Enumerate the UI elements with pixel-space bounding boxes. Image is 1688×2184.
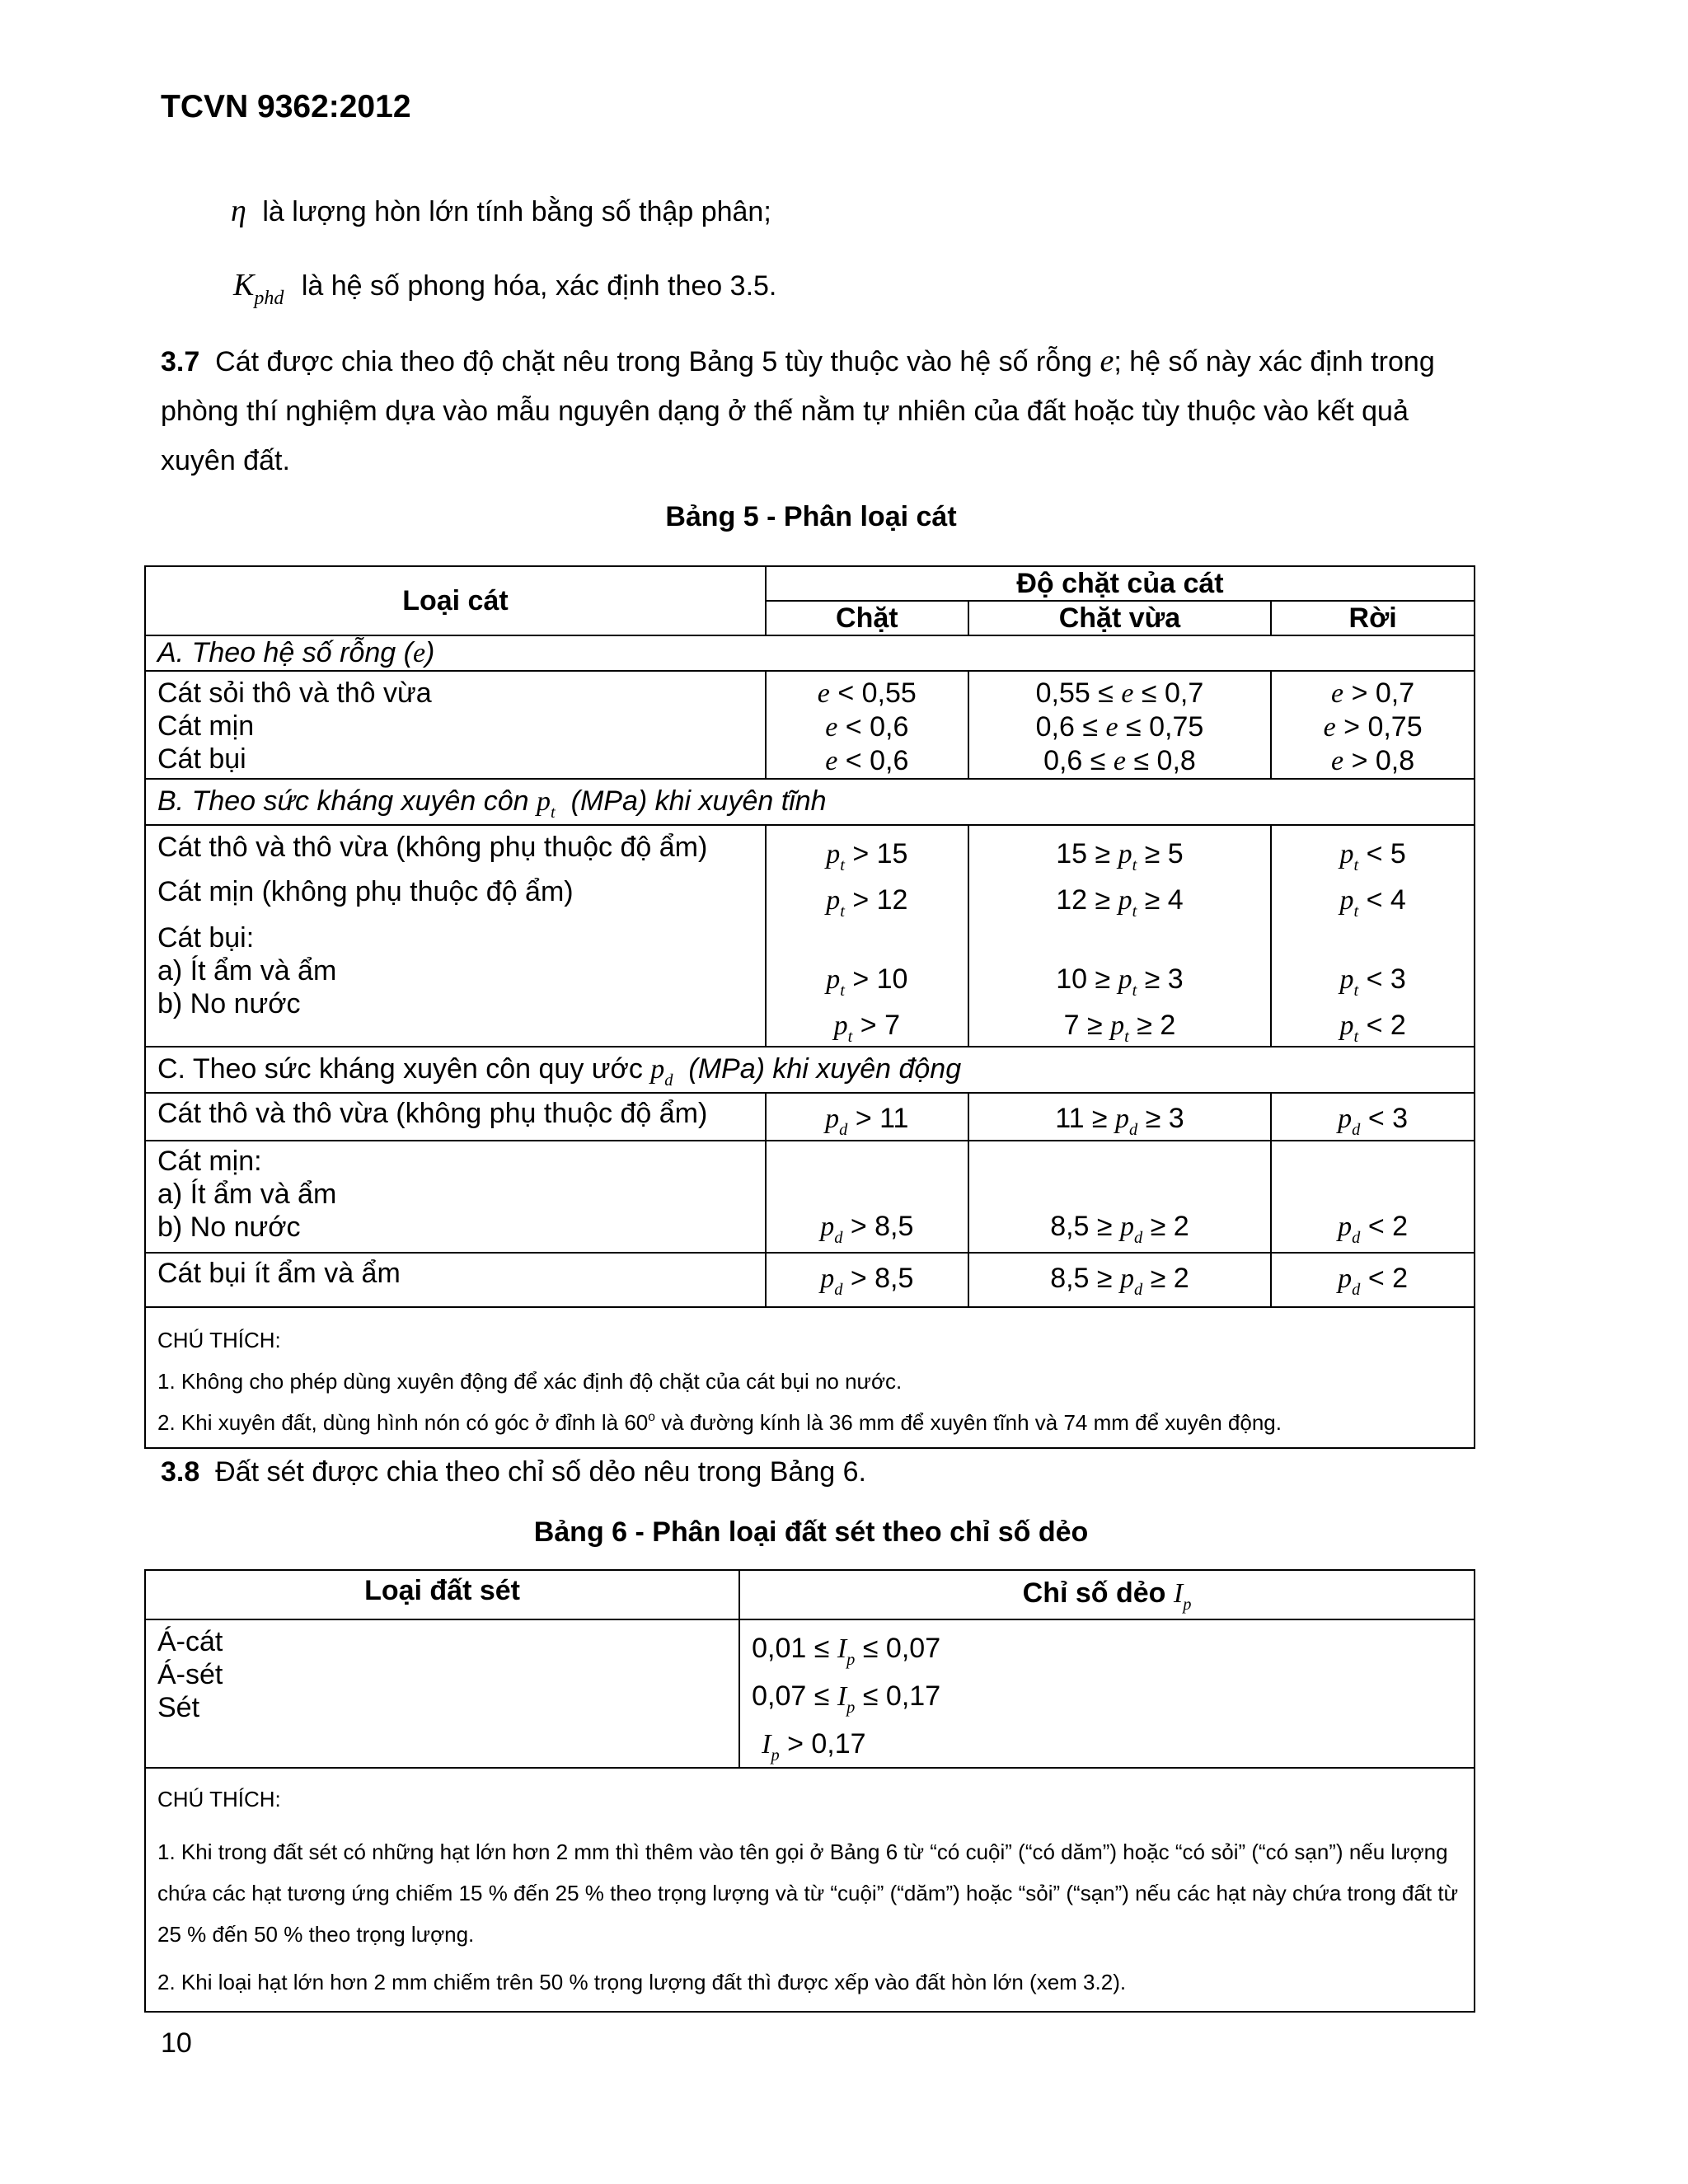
p-subscript: t bbox=[840, 856, 845, 875]
p-symbol: p bbox=[820, 1212, 835, 1242]
p-symbol: p bbox=[537, 786, 551, 817]
a-medium-1 bbox=[981, 677, 1259, 710]
section-b-text: B. Theo sức kháng xuyên côn bbox=[157, 785, 529, 817]
table5-note-1: 1. Không cho phép dùng xuyên động để xác định độ chặt của cát bụi no nước. bbox=[157, 1369, 903, 1394]
ip-symbol: I bbox=[762, 1729, 771, 1760]
table5-note-title: CHÚ THÍCH: bbox=[157, 1328, 281, 1352]
table5-notes-row bbox=[145, 1307, 1475, 1448]
p-subscript: t bbox=[1132, 982, 1137, 1001]
value: < 4 bbox=[1366, 884, 1406, 916]
ip-subscript: p bbox=[846, 1651, 856, 1670]
table5-b-medium bbox=[968, 825, 1272, 1047]
ip-range-3 bbox=[752, 1727, 1462, 1765]
p-symbol: p bbox=[1339, 1010, 1354, 1041]
p-symbol: p bbox=[820, 1263, 835, 1294]
table5-section-b-row bbox=[145, 779, 1475, 825]
section-3-7-text-a: Cát được chia theo độ chặt nêu trong Bảng 5 tùy thuộc vào hệ số rỗng bbox=[215, 346, 1093, 377]
p-subscript: t bbox=[840, 902, 845, 921]
value-right: ≥ 2 bbox=[1150, 1263, 1189, 1294]
p-symbol: p bbox=[1339, 885, 1354, 916]
value: > 10 bbox=[852, 963, 908, 995]
value: < 0,55 bbox=[837, 677, 917, 709]
value: > 0,75 bbox=[1343, 711, 1423, 743]
ip-subscript: p bbox=[1183, 1595, 1192, 1614]
c-loose-2 bbox=[1271, 1141, 1475, 1253]
a-type-1: Cát sỏi thô và thô vừa bbox=[157, 677, 432, 709]
table5-section-b bbox=[145, 779, 1475, 825]
c-medium-3 bbox=[968, 1253, 1272, 1307]
p-symbol: p bbox=[1120, 1212, 1135, 1242]
p-subscript: d bbox=[834, 1281, 843, 1300]
c-type-3: Cát bụi ít ẩm và ẩm bbox=[145, 1253, 766, 1307]
e-symbol: e bbox=[1331, 746, 1344, 776]
value-right: ≤ 0,75 bbox=[1126, 711, 1204, 743]
a-loose-1 bbox=[1283, 677, 1462, 710]
section-c-text: C. Theo sức kháng xuyên côn quy ước bbox=[157, 1053, 643, 1085]
table5-section-a-row bbox=[145, 635, 1475, 671]
value: > 15 bbox=[852, 838, 908, 869]
b-loose-3 bbox=[1283, 963, 1462, 1009]
table5-section-c bbox=[145, 1047, 1475, 1093]
p-subscript: d bbox=[834, 1229, 843, 1248]
table5-header-dense: Chặt bbox=[766, 601, 968, 635]
clay-type-1: Á-cát bbox=[157, 1626, 223, 1657]
table6-values bbox=[739, 1619, 1475, 1768]
p-symbol: p bbox=[1118, 964, 1132, 995]
p-subscript: t bbox=[1353, 856, 1359, 875]
p-symbol: p bbox=[1110, 1010, 1125, 1041]
table5-section-a bbox=[145, 635, 1475, 671]
k-symbol: K bbox=[233, 268, 255, 302]
c-loose-3 bbox=[1271, 1253, 1475, 1307]
b-dense-4 bbox=[778, 1009, 956, 1046]
table5-c-row3 bbox=[145, 1253, 1475, 1307]
note-2-text: 2. Khi xuyên đất, dùng hình nón có góc ở đỉnh là 60 bbox=[157, 1410, 649, 1435]
p-symbol: p bbox=[825, 1104, 840, 1134]
value-left: 12 ≥ bbox=[1056, 884, 1111, 916]
value: > 8,5 bbox=[850, 1263, 914, 1294]
k-text: là hệ số phong hóa, xác định theo 3.5. bbox=[301, 270, 777, 302]
e-symbol: e bbox=[1323, 712, 1336, 743]
c-type-2a: a) Ít ẩm và ẩm bbox=[157, 1179, 337, 1210]
b-medium-4 bbox=[981, 1009, 1259, 1046]
value-right: ≤ 0,17 bbox=[862, 1680, 941, 1712]
table5-header-density: Độ chặt của cát bbox=[766, 566, 1475, 601]
value-right: > 0,17 bbox=[787, 1728, 866, 1760]
e-symbol: e bbox=[825, 746, 838, 776]
b-medium-3 bbox=[981, 963, 1259, 1009]
table5-b-loose bbox=[1271, 825, 1475, 1047]
ip-range-2 bbox=[752, 1680, 1462, 1727]
p-symbol: p bbox=[1118, 839, 1132, 869]
section-3-7-text-b: ; hệ số này xác định trong bbox=[1114, 346, 1435, 377]
p-subscript: t bbox=[847, 1028, 853, 1047]
section-3-7-e-symbol: e bbox=[1100, 344, 1114, 378]
eta-text: là lượng hòn lớn tính bằng số thập phân; bbox=[262, 196, 771, 227]
table6-note-title: CHÚ THÍCH: bbox=[157, 1787, 281, 1811]
eta-symbol: η bbox=[231, 194, 246, 228]
value-right: ≥ 3 bbox=[1145, 1103, 1184, 1134]
p-symbol: p bbox=[1120, 1263, 1135, 1294]
p-subscript: d bbox=[1352, 1229, 1361, 1248]
table5-a-loose bbox=[1271, 671, 1475, 779]
b-loose-4 bbox=[1283, 1009, 1462, 1046]
p-symbol: p bbox=[1115, 1104, 1130, 1134]
p-subscript: t bbox=[840, 982, 845, 1001]
p-symbol: p bbox=[826, 964, 841, 995]
clay-type-3: Sét bbox=[157, 1692, 200, 1723]
value-right: ≥ 2 bbox=[1150, 1211, 1189, 1242]
p-symbol: p bbox=[1339, 839, 1354, 869]
table6-header-row bbox=[145, 1570, 1475, 1619]
table5-note-2 bbox=[157, 1402, 1462, 1447]
b-type-2: Cát mịn (không phụ thuộc độ ẩm) bbox=[157, 876, 574, 907]
ip-symbol: I bbox=[1173, 1577, 1184, 1609]
p-subscript: d bbox=[1129, 1121, 1138, 1140]
section-3-8 bbox=[161, 1447, 866, 1497]
value-right: ≤ 0,7 bbox=[1141, 677, 1204, 709]
a-loose-2 bbox=[1283, 710, 1462, 744]
plasticity-label: Chỉ số dẻo bbox=[1022, 1577, 1166, 1609]
value: > 0,7 bbox=[1351, 677, 1415, 709]
table5-c-row2 bbox=[145, 1141, 1475, 1253]
e-symbol: e bbox=[817, 678, 830, 709]
c-medium-1 bbox=[968, 1093, 1272, 1141]
b-dense-3 bbox=[778, 963, 956, 1009]
p-subscript: d bbox=[664, 1071, 673, 1090]
value-left: 10 ≥ bbox=[1056, 963, 1111, 995]
b-type-3b: b) No nước bbox=[157, 988, 301, 1019]
p-symbol: p bbox=[1338, 1104, 1353, 1134]
p-symbol: p bbox=[1338, 1212, 1353, 1242]
p-subscript: t bbox=[1353, 982, 1359, 1001]
value-left: 0,07 ≤ bbox=[752, 1680, 830, 1712]
p-symbol: p bbox=[1118, 885, 1132, 916]
table5-b-dense bbox=[766, 825, 968, 1047]
table6-types bbox=[145, 1619, 739, 1768]
p-symbol: p bbox=[1338, 1263, 1353, 1294]
p-subscript: d bbox=[1134, 1281, 1143, 1300]
p-subscript: d bbox=[839, 1121, 848, 1140]
e-symbol: e bbox=[825, 712, 838, 743]
value: > 7 bbox=[860, 1010, 900, 1041]
section-3-8-text: Đất sét được chia theo chỉ số dẻo nêu trong Bảng 6. bbox=[215, 1456, 866, 1488]
c-type-2 bbox=[145, 1141, 766, 1253]
value-left: 8,5 ≥ bbox=[1050, 1263, 1113, 1294]
value-right: ≥ 3 bbox=[1144, 963, 1184, 995]
table5-header-row1 bbox=[145, 566, 1475, 601]
p-subscript: d bbox=[1352, 1281, 1361, 1300]
p-symbol: p bbox=[826, 839, 841, 869]
c-medium-2 bbox=[968, 1141, 1272, 1253]
value: < 0,6 bbox=[845, 711, 909, 743]
b-type-3a: a) Ít ẩm và ẩm bbox=[157, 955, 337, 987]
standard-code-header: TCVN 9362:2012 bbox=[161, 89, 411, 124]
page-number: 10 bbox=[161, 2027, 192, 2059]
value: < 2 bbox=[1367, 1211, 1409, 1242]
c-type-1: Cát thô và thô vừa (không phụ thuộc độ ẩm) bbox=[145, 1093, 766, 1141]
ip-symbol: I bbox=[837, 1633, 847, 1664]
table5-a-types bbox=[145, 671, 766, 779]
value: < 5 bbox=[1366, 838, 1406, 869]
c-type-2-title: Cát mịn: bbox=[157, 1146, 262, 1177]
b-loose-2 bbox=[1283, 883, 1462, 963]
section-3-7-number: 3.7 bbox=[161, 346, 200, 377]
table6-notes bbox=[145, 1768, 1475, 2012]
value: > 0,8 bbox=[1351, 745, 1415, 776]
table5-c-row1 bbox=[145, 1093, 1475, 1141]
table5-notes bbox=[145, 1307, 1475, 1448]
b-dense-2 bbox=[778, 883, 956, 963]
value-left: 0,6 ≤ bbox=[1043, 745, 1106, 776]
section-3-7-line3: xuyên đất. bbox=[161, 445, 290, 476]
p-symbol: p bbox=[1339, 964, 1354, 995]
b-loose-1 bbox=[1283, 837, 1462, 883]
c-dense-3 bbox=[766, 1253, 968, 1307]
a-loose-3 bbox=[1283, 744, 1462, 778]
section-b-text-end: (MPa) khi xuyên tĩnh bbox=[570, 785, 827, 817]
table5-section-c-row bbox=[145, 1047, 1475, 1093]
section-a-e-symbol: e bbox=[412, 638, 426, 668]
table5 bbox=[144, 565, 1475, 1449]
table6-notes-row bbox=[145, 1768, 1475, 2012]
a-medium-2 bbox=[981, 710, 1259, 744]
p-symbol: p bbox=[833, 1010, 848, 1041]
e-symbol: e bbox=[1121, 678, 1134, 709]
value: < 2 bbox=[1366, 1010, 1406, 1041]
clay-type-2: Á-sét bbox=[157, 1659, 223, 1690]
value: > 12 bbox=[852, 884, 908, 916]
section-3-7-line1 bbox=[161, 336, 1463, 387]
p-subscript: t bbox=[551, 804, 556, 823]
value-right: ≥ 2 bbox=[1137, 1010, 1176, 1041]
section-3-7-line2: phòng thí nghiệm dựa vào mẫu nguyên dạng ở thế nằm tự nhiên của đất hoặc tùy thuộc vào kết quả bbox=[161, 396, 1409, 427]
table6-note-1: 1. Khi trong đất sét có những hạt lớn hơn 2 mm thì thêm vào tên gọi ở Bảng 6 từ “có cuội” (“có dăm”) hoặc “có sỏi” (“có sạn”) nếu lượng chứa các hạt tương ứng chiếm 15 % đến 25 % theo trọng lượng và từ “cuội” (“dăm”) hoặc “sỏi” (“sạn”) nếu các hạt này chứa trong đất từ 25 % đến 50 % theo trọng lượng. bbox=[157, 1840, 1459, 1947]
value: < 0,6 bbox=[845, 745, 909, 776]
value-left: 0,55 ≤ bbox=[1035, 677, 1114, 709]
a-dense-2 bbox=[778, 710, 956, 744]
k-definition bbox=[233, 260, 776, 314]
value-left: 8,5 ≥ bbox=[1050, 1211, 1113, 1242]
value-right: ≥ 4 bbox=[1144, 884, 1184, 916]
table5-header-medium: Chặt vừa bbox=[968, 601, 1272, 635]
section-a-text-end: ) bbox=[425, 637, 435, 668]
p-subscript: t bbox=[1132, 902, 1137, 921]
a-dense-1 bbox=[778, 677, 956, 710]
e-symbol: e bbox=[1113, 746, 1126, 776]
c-loose-1 bbox=[1271, 1093, 1475, 1141]
b-dense-1 bbox=[778, 837, 956, 883]
value: > 8,5 bbox=[850, 1211, 914, 1242]
table6-caption: Bảng 6 - Phân loại đất sét theo chỉ số dẻo bbox=[533, 1516, 1089, 1548]
p-subscript: d bbox=[1352, 1121, 1361, 1140]
b-type-1: Cát thô và thô vừa (không phụ thuộc độ ẩm) bbox=[157, 832, 708, 863]
table6-note-2: 2. Khi loại hạt lớn hơn 2 mm chiếm trên 50 % trọng lượng đất thì được xếp vào đất hòn lớn (xem 3.2). bbox=[157, 1970, 1127, 1994]
section-a-text: A. Theo hệ số rỗng ( bbox=[157, 637, 413, 668]
p-subscript: t bbox=[1132, 856, 1137, 875]
value-left: 0,6 ≤ bbox=[1035, 711, 1098, 743]
c-dense-1 bbox=[766, 1093, 968, 1141]
table5-caption: Bảng 5 - Phân loại cát bbox=[665, 501, 957, 532]
e-symbol: e bbox=[1331, 678, 1344, 709]
c-type-2b: b) No nước bbox=[157, 1212, 301, 1243]
value: < 3 bbox=[1366, 963, 1406, 995]
table5-section-a-data bbox=[145, 671, 1475, 779]
value: < 2 bbox=[1367, 1263, 1409, 1294]
ip-range-1 bbox=[752, 1632, 1462, 1680]
ip-subscript: p bbox=[771, 1746, 780, 1765]
p-subscript: t bbox=[1353, 1028, 1359, 1047]
ip-subscript: p bbox=[846, 1699, 856, 1718]
table5-header-loose: Rời bbox=[1271, 601, 1475, 635]
p-subscript: t bbox=[1353, 902, 1359, 921]
table6 bbox=[144, 1569, 1475, 2013]
b-type-3-title: Cát bụi: bbox=[157, 922, 255, 954]
section-3-8-number: 3.8 bbox=[161, 1456, 200, 1488]
section-3-7 bbox=[161, 336, 1463, 485]
value-right: ≥ 5 bbox=[1144, 838, 1184, 869]
section-c-text-end: (MPa) khi xuyên động bbox=[688, 1053, 962, 1085]
k-subscript: phd bbox=[254, 287, 284, 309]
table5-a-dense bbox=[766, 671, 968, 779]
value: < 3 bbox=[1367, 1103, 1409, 1134]
p-symbol: p bbox=[826, 885, 841, 916]
table5-header-type: Loại cát bbox=[145, 566, 766, 635]
value-left: 15 ≥ bbox=[1056, 838, 1111, 869]
table6-header-type: Loại đất sét bbox=[145, 1570, 739, 1619]
a-medium-3 bbox=[981, 744, 1259, 778]
note-2-text-end: và đường kính là 36 mm để xuyên tĩnh và 74 mm để xuyên động. bbox=[661, 1410, 1282, 1435]
table5-b-types bbox=[145, 825, 766, 1047]
p-symbol: p bbox=[650, 1054, 665, 1085]
p-subscript: d bbox=[1134, 1229, 1143, 1248]
table5-a-medium bbox=[968, 671, 1272, 779]
value: > 11 bbox=[855, 1103, 909, 1134]
value-left: 11 ≥ bbox=[1055, 1103, 1108, 1134]
table6-data-row bbox=[145, 1619, 1475, 1768]
table6-header-index bbox=[739, 1570, 1475, 1619]
degree-superscript: o bbox=[648, 1410, 655, 1425]
a-type-2: Cát mịn bbox=[157, 710, 255, 742]
a-type-3: Cát bụi bbox=[157, 743, 246, 775]
a-dense-3 bbox=[778, 744, 956, 778]
value-right: ≤ 0,8 bbox=[1133, 745, 1196, 776]
e-symbol: e bbox=[1105, 712, 1118, 743]
ip-symbol: I bbox=[837, 1681, 847, 1712]
value-left: 7 ≥ bbox=[1063, 1010, 1103, 1041]
eta-definition bbox=[231, 186, 771, 237]
value-right: ≤ 0,07 bbox=[862, 1633, 941, 1664]
p-subscript: t bbox=[1124, 1028, 1129, 1047]
b-medium-2 bbox=[981, 883, 1259, 963]
c-dense-2 bbox=[766, 1141, 968, 1253]
table5-section-b-data bbox=[145, 825, 1475, 1047]
b-medium-1 bbox=[981, 837, 1259, 883]
value-left: 0,01 ≤ bbox=[752, 1633, 830, 1664]
